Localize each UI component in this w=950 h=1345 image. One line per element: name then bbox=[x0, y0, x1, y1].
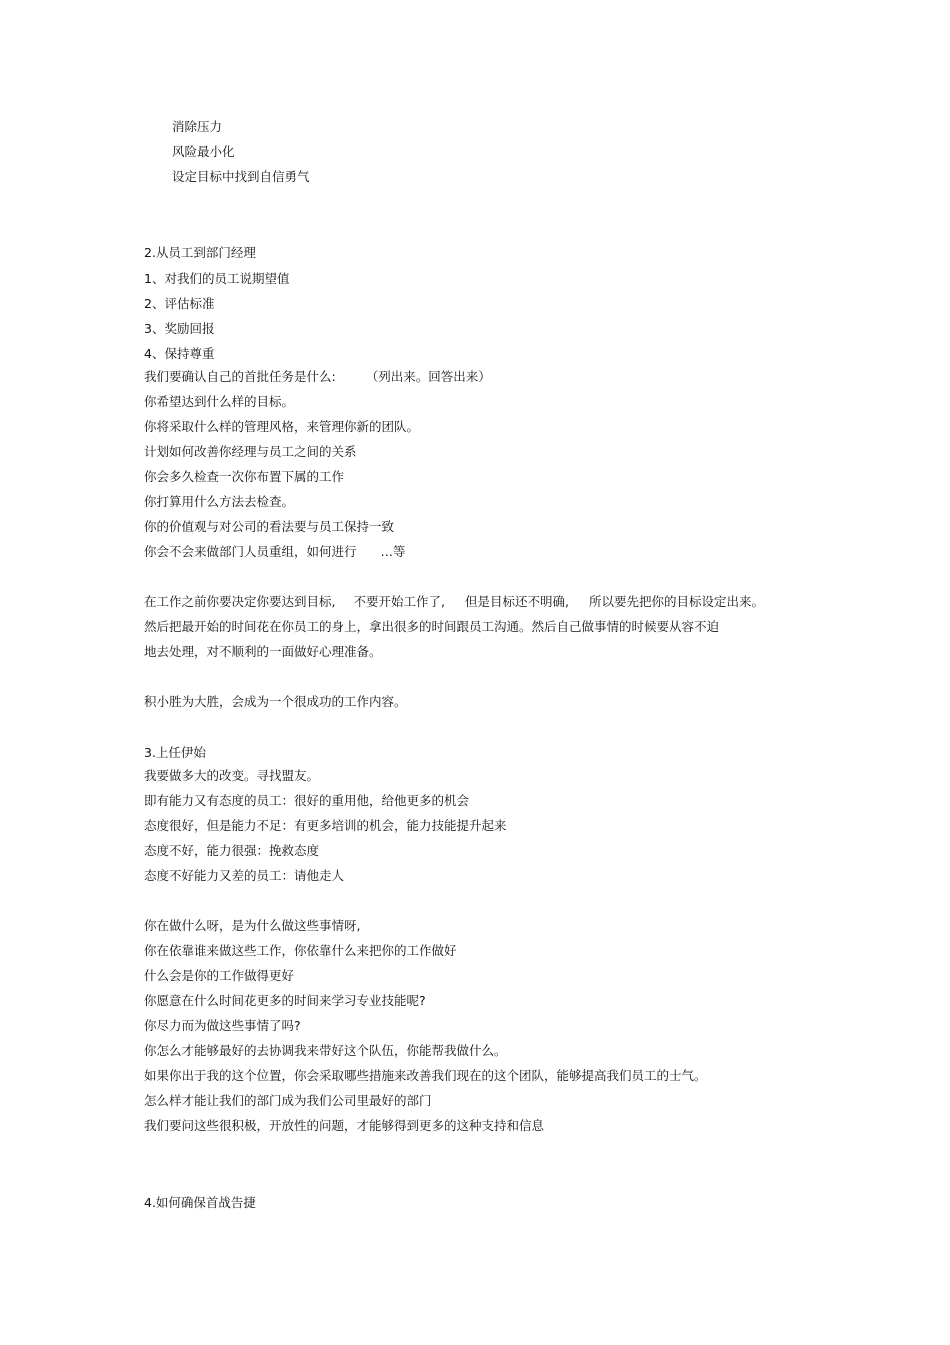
question-line: 怎么样才能让我们的部门成为我们公司里最好的部门 bbox=[144, 1093, 432, 1108]
intro-item: 设定目标中找到自信勇气 bbox=[172, 169, 310, 184]
paragraph-fragment: 在工作之前你要决定你要达到目标, bbox=[144, 594, 336, 609]
paragraph-line: 积小胜为大胜，会成为一个很成功的工作内容。 bbox=[144, 694, 407, 709]
question-line: 我们要问这些很积极，开放性的问题，才能够得到更多的这种支持和信息 bbox=[144, 1118, 545, 1133]
question-text: 你会不会来做部门人员重组，如何进行 bbox=[144, 544, 357, 559]
numbered-item: 3、奖励回报 bbox=[144, 321, 215, 336]
question-line: 你希望达到什么样的目标。 bbox=[144, 394, 295, 409]
paragraph-fragment: 不要开始工作了, bbox=[353, 594, 445, 609]
question-intro-note: （列出来。回答出来） bbox=[365, 369, 491, 384]
paragraph-fragment: 所以要先把你的目标设定出来。 bbox=[588, 594, 764, 609]
numbered-item: 2、评估标准 bbox=[144, 296, 215, 311]
question-intro-text: 我们要确认自己的首批任务是什么: bbox=[144, 369, 336, 384]
question-line: 计划如何改善你经理与员工之间的关系 bbox=[144, 444, 357, 459]
paragraph-line: 然后把最开始的时间花在你员工的身上，拿出很多的时间跟员工沟通。然后自己做事情的时候要从容不迫 bbox=[144, 619, 720, 634]
question-intro bbox=[144, 369, 491, 385]
etc-text: …等 bbox=[380, 544, 406, 559]
question-line: 你愿意在什么时间花更多的时间来学习专业技能呢? bbox=[144, 993, 426, 1008]
question-line: 你在做什么呀，是为什么做这些事情呀, bbox=[144, 918, 361, 933]
question-line: 你在依靠谁来做这些工作，你依靠什么来把你的工作做好 bbox=[144, 943, 457, 958]
question-line: 什么会是你的工作做得更好 bbox=[144, 968, 295, 983]
intro-item: 风险最小化 bbox=[172, 144, 235, 159]
paragraph-line: 地去处理，对不顺利的一面做好心理准备。 bbox=[144, 644, 382, 659]
text-line: 态度不好，能力很强：挽救态度 bbox=[144, 843, 320, 858]
numbered-item: 4、保持尊重 bbox=[144, 346, 215, 361]
question-line: 你打算用什么方法去检查。 bbox=[144, 494, 295, 509]
question-line: 如果你出于我的这个位置，你会采取哪些措施来改善我们现在的这个团队，能够提高我们员工的士气。 bbox=[144, 1068, 707, 1083]
question-line: 你将采取什么样的管理风格，来管理你新的团队。 bbox=[144, 419, 420, 434]
text-line: 我要做多大的改变。寻找盟友。 bbox=[144, 768, 320, 783]
numbered-item: 1、对我们的员工说期望值 bbox=[144, 271, 290, 286]
question-line: 你怎么才能够最好的去协调我来带好这个队伍，你能帮我做什么。 bbox=[144, 1043, 507, 1058]
intro-item: 消除压力 bbox=[172, 119, 223, 134]
paragraph-fragment: 但是目标还不明确, bbox=[464, 594, 569, 609]
section-heading: 2.从员工到部门经理 bbox=[144, 245, 256, 260]
text-line: 态度很好，但是能力不足：有更多培训的机会，能力技能提升起来 bbox=[144, 818, 507, 833]
text-line: 态度不好能力又差的员工：请他走人 bbox=[144, 868, 345, 883]
text-line: 即有能力又有态度的员工：很好的重用他，给他更多的机会 bbox=[144, 793, 470, 808]
paragraph-line bbox=[144, 594, 764, 610]
question-line bbox=[144, 544, 406, 560]
question-line: 你尽力而为做这些事情了吗? bbox=[144, 1018, 301, 1033]
question-line: 你的价值观与对公司的看法要与员工保持一致 bbox=[144, 519, 395, 534]
section-heading: 3.上任伊始 bbox=[144, 745, 206, 760]
section-heading: 4.如何确保首战告捷 bbox=[144, 1195, 256, 1210]
question-line: 你会多久检查一次你布置下属的工作 bbox=[144, 469, 345, 484]
